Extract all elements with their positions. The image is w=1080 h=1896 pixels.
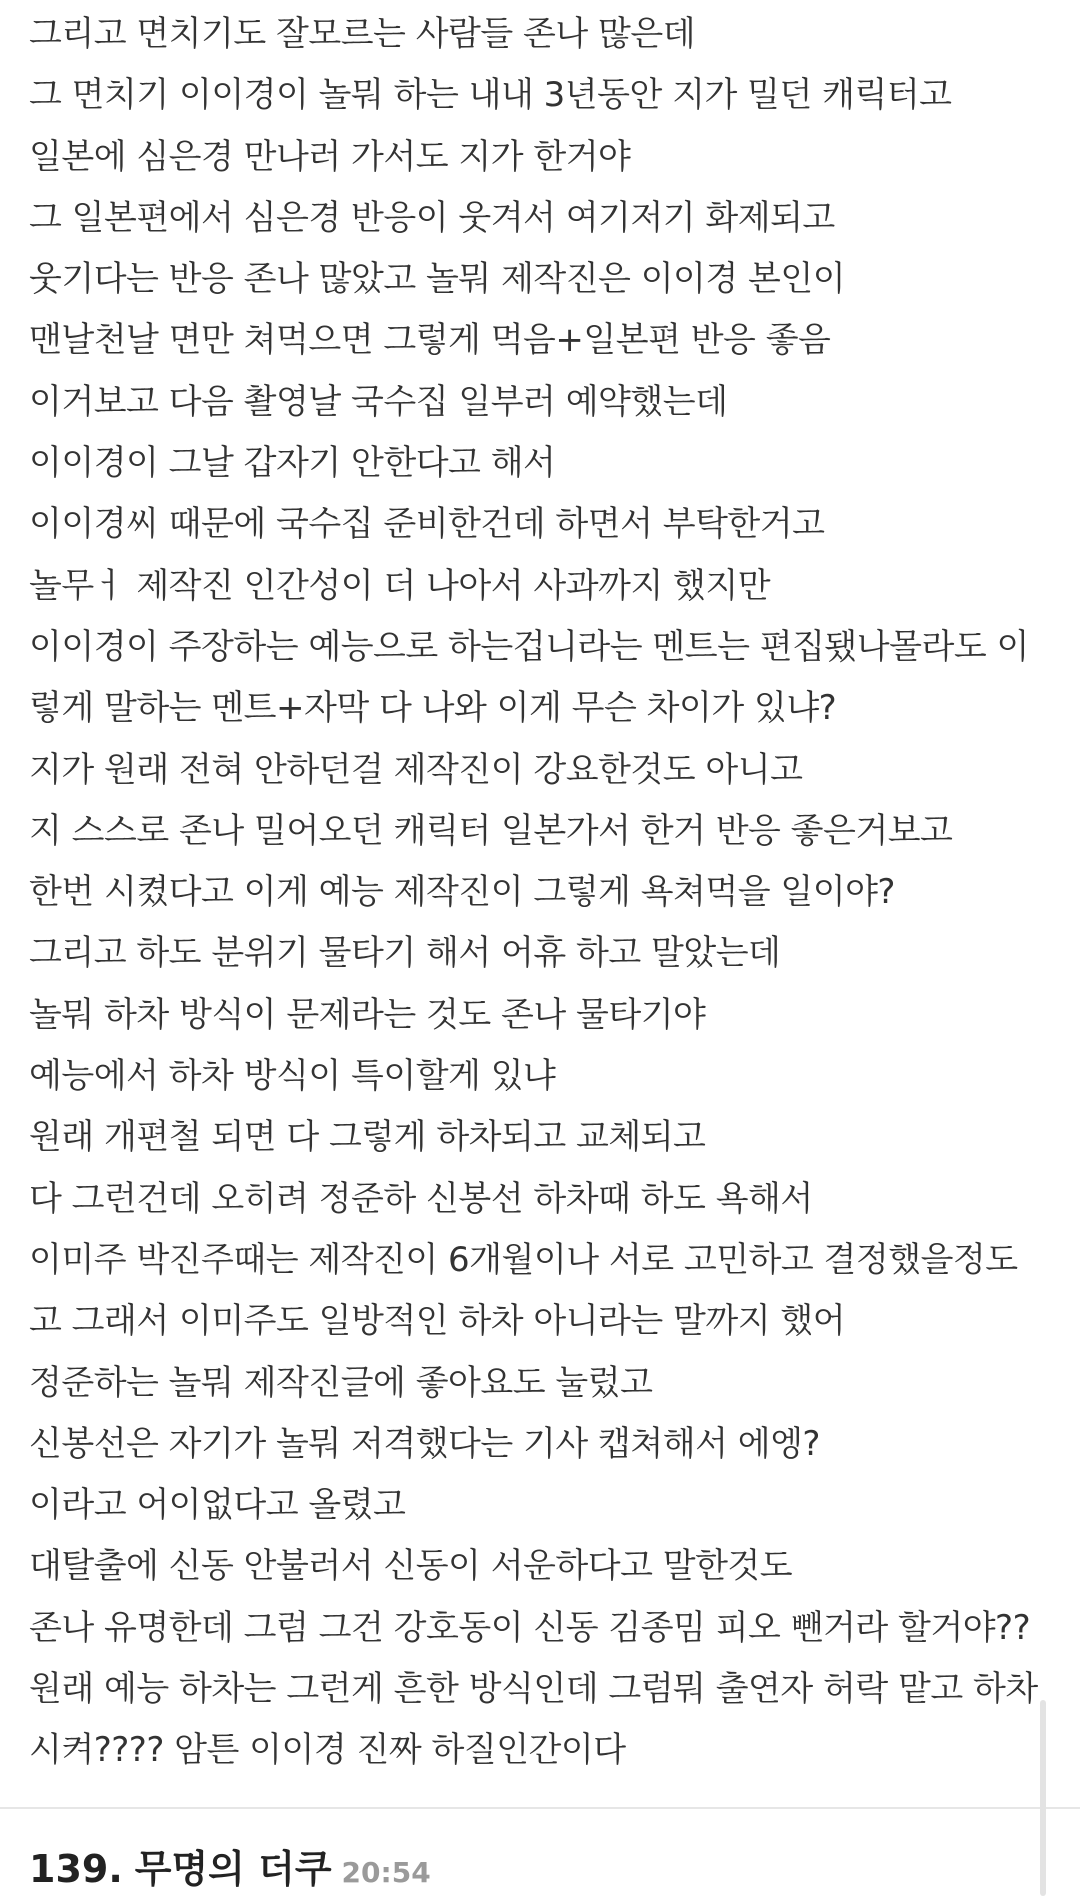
post-text-line: 이거보고 다음 촬영날 국수집 일부러 예약했는데 (29, 381, 728, 422)
post-text-line: 대탈출에 신동 안불러서 신동이 서운하다고 말한것도 (29, 1546, 793, 1587)
scrollbar[interactable] (1040, 1700, 1046, 1896)
post-text-line: 존나 유명한데 그럼 그건 강호동이 신동 김종밈 피오 뺀거라 할거야?? (29, 1607, 1031, 1648)
post-text-line: 원래 개편철 되면 다 그렇게 하차되고 교체되고 (29, 1117, 706, 1158)
post-text-line: 이이경씨 때문에 국수집 준비한건데 하면서 부탁한거고 (29, 504, 825, 545)
post-text-line: 이라고 어이없다고 올렸고 (29, 1485, 406, 1526)
post-text-line: 놀뭐 하차 방식이 문제라는 것도 존나 물타기야 (29, 994, 706, 1035)
post-body (29, 4, 1059, 1782)
post-text-line: 한번 시켰다고 이게 예능 제작진이 그렇게 욕쳐먹을 일이야? (29, 872, 895, 913)
post-text-line: 다 그런건데 오히려 정준하 신봉선 하차때 하도 욕해서 (29, 1178, 813, 1219)
comment-divider (0, 1807, 1080, 1809)
post-text-line: 그 일본편에서 심은경 반응이 웃겨서 여기저기 화제되고 (29, 197, 835, 238)
post-text-line: 그리고 면치기도 잘모르는 사람들 존나 많은데 (29, 14, 696, 54)
comment-timestamp: 20:54 (341, 1856, 431, 1889)
post-text-line: 렇게 말하는 멘트+자막 다 나와 이게 무슨 차이가 있냐? (29, 688, 837, 729)
post-text-line: 이이경이 주장하는 예능으로 하는겁니라는 멘트는 편집됐나몰라도 이 (29, 626, 1029, 667)
comment-header (29, 1838, 431, 1894)
post-text-line: 정준하는 놀뭐 제작진글에 좋아요도 눌렀고 (29, 1362, 653, 1403)
post-text-line: 그 면치기 이이경이 놀뭐 하는 내내 3년동안 지가 밀던 캐릭터고 (29, 75, 952, 116)
post-text-line: 지가 원래 전혀 안하던걸 제작진이 강요한것도 아니고 (29, 749, 803, 790)
post-text-line: 맨날천날 면만 쳐먹으면 그렇게 먹음+일본편 반응 좋음 (29, 320, 831, 361)
post-text-line: 지 스스로 존나 밀어오던 캐릭터 일본가서 한거 반응 좋은거보고 (29, 810, 953, 851)
post-text-line: 그리고 하도 분위기 물타기 해서 어휴 하고 말았는데 (29, 933, 781, 974)
post-text-line: 웃기다는 반응 존나 많았고 놀뭐 제작진은 이이경 본인이 (29, 259, 846, 300)
post-text-line: 놀무ㅓ 제작진 인간성이 더 나아서 사과까지 했지만 (29, 565, 771, 606)
post-text-line: 이이경이 그날 갑자기 안한다고 해서 (29, 443, 556, 484)
post-text-line: 원래 예능 하차는 그런게 흔한 방식인데 그럼뭐 출연자 허락 맡고 하차 (29, 1669, 1038, 1710)
post-text-line: 일본에 심은경 만나러 가서도 지가 한거야 (29, 136, 631, 177)
post-text-line: 시켜???? 암튼 이이경 진짜 하질인간이다 (29, 1730, 626, 1771)
post-text-line: 예능에서 하차 방식이 특이할게 있냐 (29, 1056, 556, 1097)
post-text-line: 신봉선은 자기가 놀뭐 저격했다는 기사 캡쳐해서 에엥? (29, 1423, 820, 1464)
comment-author[interactable]: 무명의 더쿠 (134, 1847, 332, 1891)
post-text-line: 고 그래서 이미주도 일방적인 하차 아니라는 말까지 했어 (29, 1301, 846, 1342)
comment-number: 139. (29, 1847, 123, 1891)
post-text-line: 이미주 박진주때는 제작진이 6개월이나 서로 고민하고 결정했을정도 (29, 1239, 1018, 1280)
